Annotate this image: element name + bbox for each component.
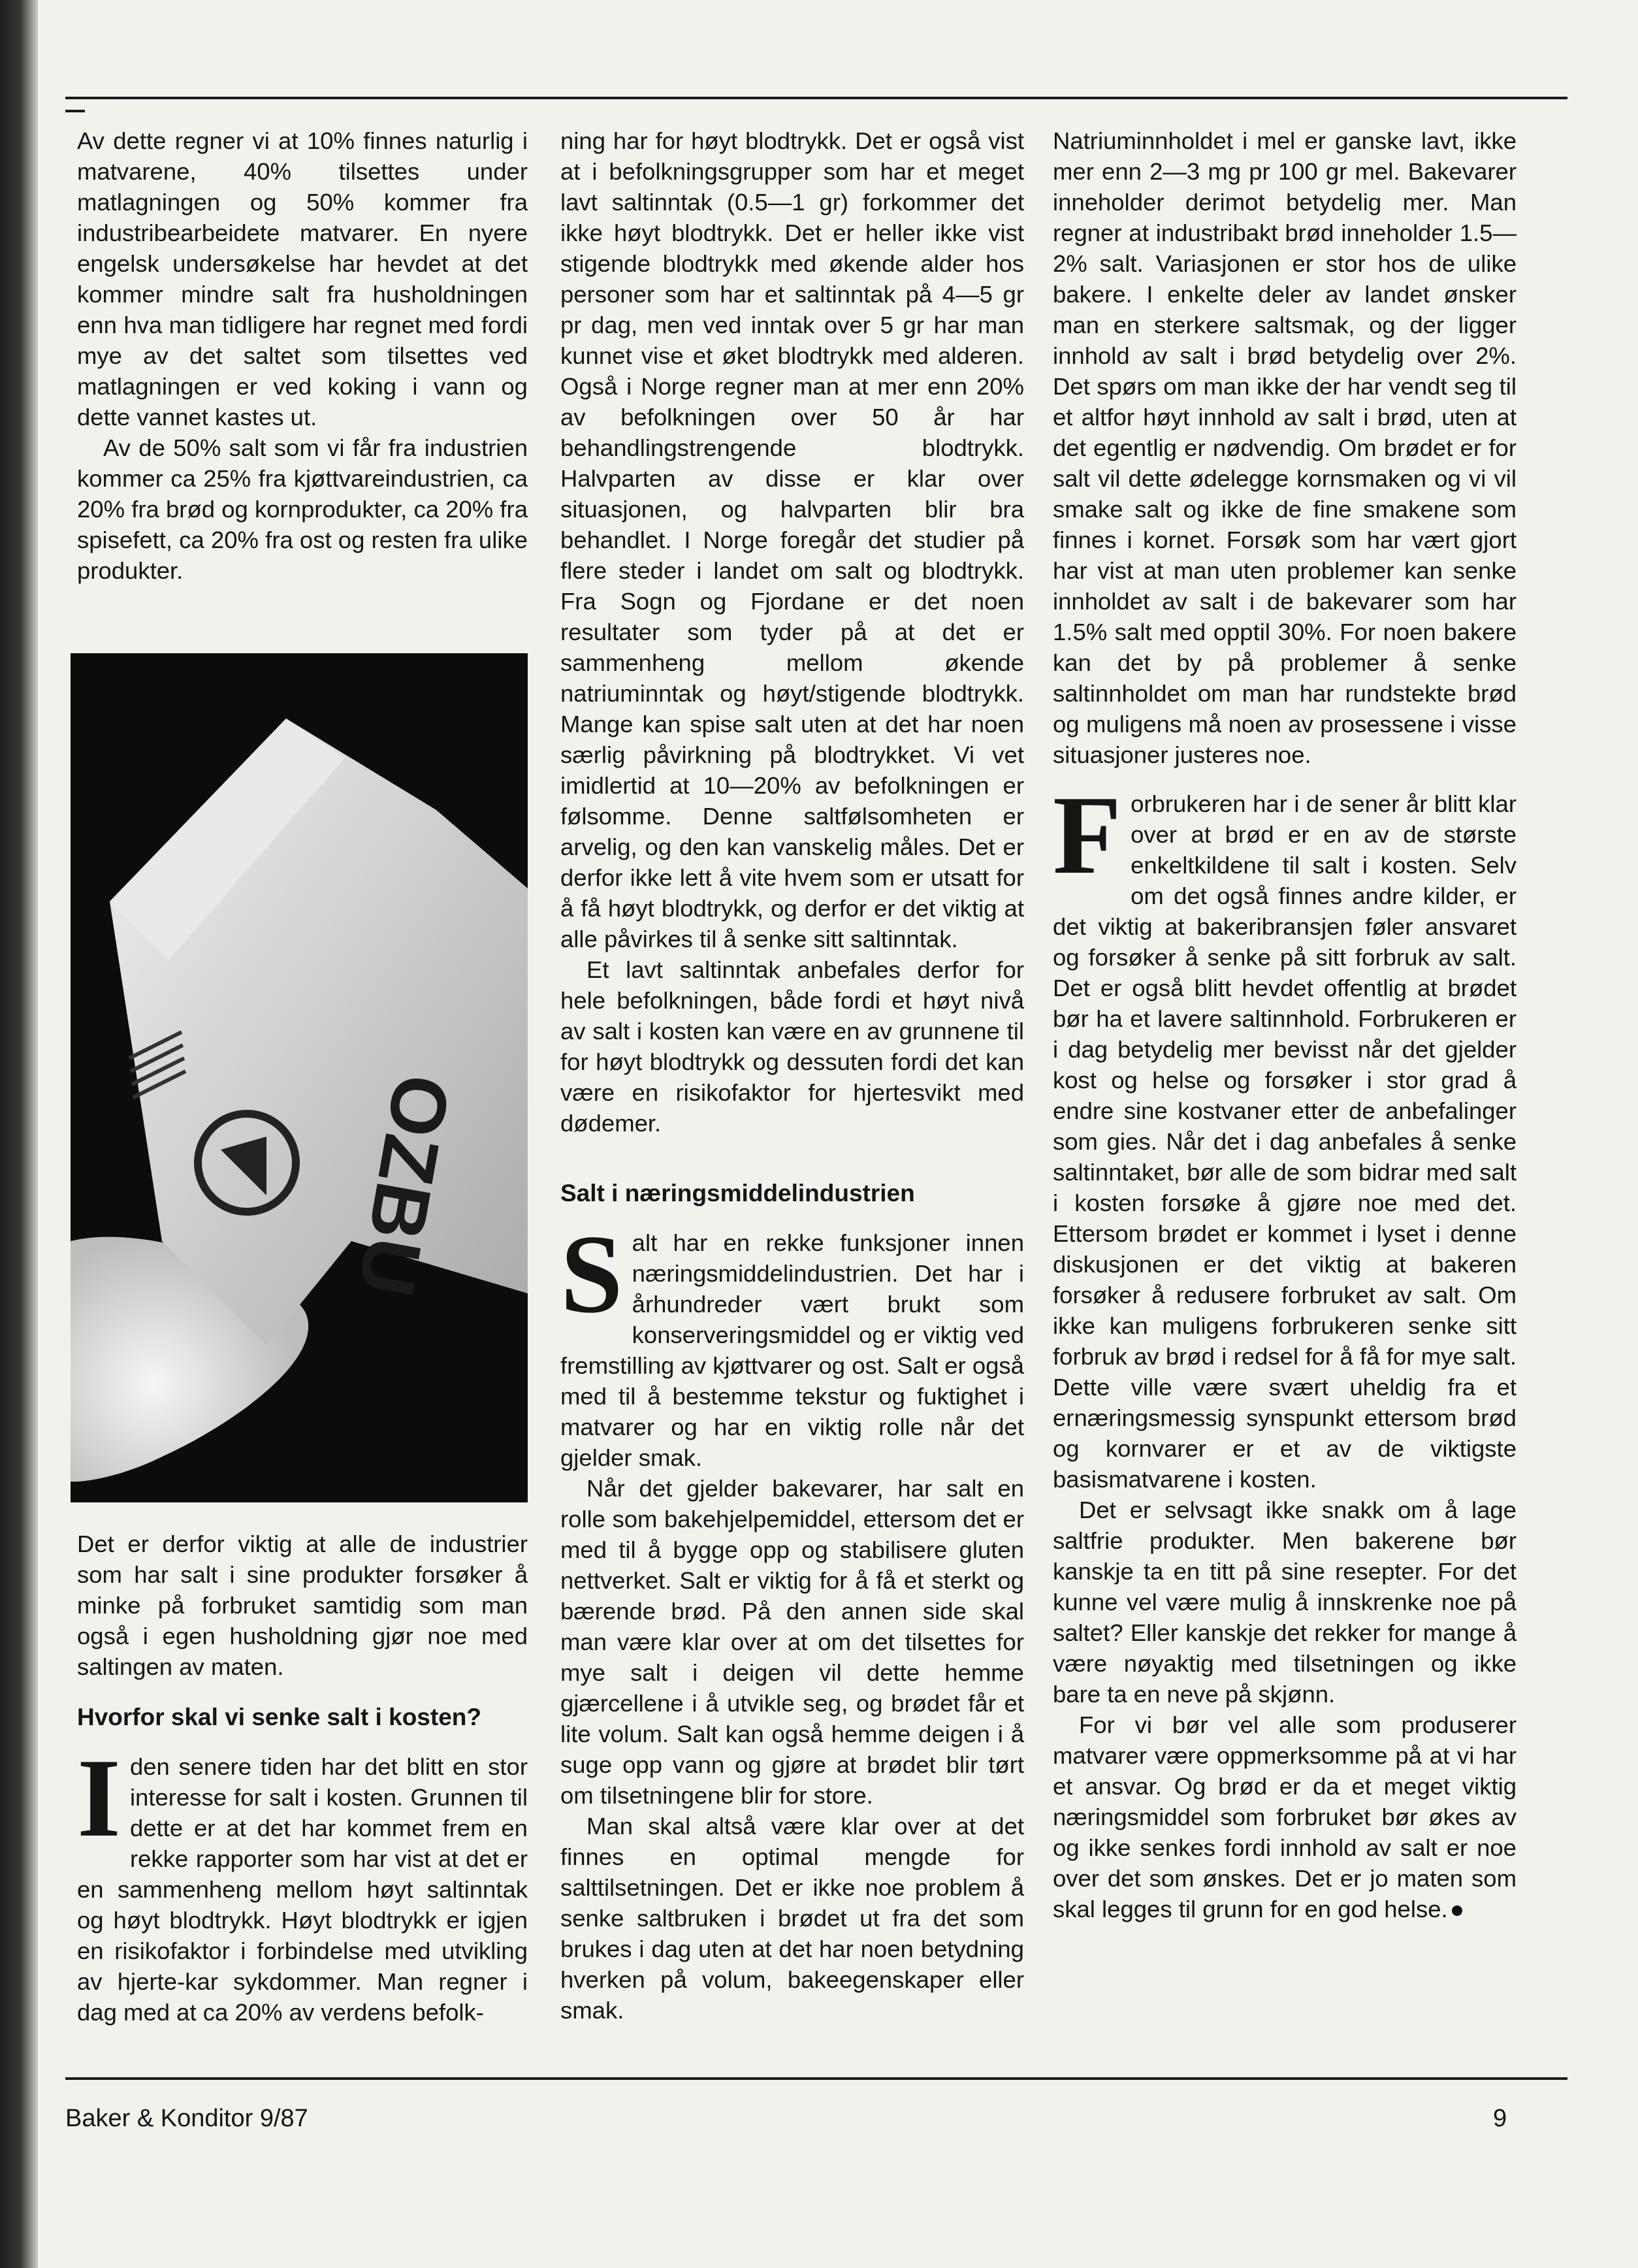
top-rule <box>65 97 1567 99</box>
page-number: 9 <box>1493 2105 1507 2132</box>
magazine-footer: Baker & Konditor 9/87 <box>65 2105 308 2132</box>
drop-cap: S <box>560 1212 623 1336</box>
paragraph: For vi bør vel alle som produserer matvarer være oppmerksomme på at vi har et ansvar. Og brød er da et meget viktig næringsmiddel som forbruket bør økes av og ikke senkes fordi innhold av salt er noe over det som ønskes. Det er jo maten som skal legges til grunn for en god helse. <box>1053 1711 1517 1922</box>
paragraph-with-dropcap: Iden senere tiden har det blitt en stor interesse for salt i kosten. Grunnen til dette er at det har kommet frem en rekke rapporter som har vist at det er en sammenheng mellom høyt saltinntak og høyt blodtrykk. Høyt blodtrykk er igjen en risikofaktor i forbindelse med utvikling av hjerte-kar sykdommer. Man regner i dag med at ca 20% av verdens befolk- <box>77 1736 528 2026</box>
package-lettering: OZBU <box>342 1068 467 1303</box>
paragraph-with-dropcap: Forbrukeren har i de sener år blitt klar over at brød er en av de største enkeltkildene til salt i kosten. Selv om det også finnes andre kilder, er det viktig at bakeribransjen føler ansvaret og forsøker å senke på sitt forbruk av salt. Det er også blitt hevdet offentlig at brødet bør ha et lavere saltinnhold. Forbrukeren er i dag betydelig mer bevisst når det gjelder kost og helse og forsøker i stor grad å endre sine kostvaner etter de anbefalinger som gies. Når det i dag anbefales å senke saltinntaket, bør alle de som bidrar med salt i kosten forsøke å gjøre noe med det. Ettersom brødet er kommet i lyset i denne diskusjonen er det viktig at bakeren forsøker å redusere forbruket av salt. Om ikke kan muligens forbrukeren senke sitt forbruk av brød i redsel for å få for mye salt. Dette ville være svært uheldig fra et ernæringsmessig synspunkt ettersom brød og kornvarer er et av de viktigste basismatvarene i kosten. <box>1053 773 1517 1493</box>
paragraph: ning har for høyt blodtrykk. Det er også vist at i befolkningsgrupper som har et meget lavt saltinntak (0.5—1 gr) forkommer det ikke høyt blodtrykk. Det er heller ikke vist stigende blodtrykk med økende alder hos personer som har et saltinntak på 4—5 gr pr dag, men ved inntak over 5 gr har man kunnet vise et øket blodtrykk med alderen. Også i Norge regner man at mer enn 20% av befolkningen over 50 år har behandlingstrengende blodtrykk. Halvparten av disse er klar over situasjonen, og halvparten blir bra behandlet. I Norge foregår det studier på flere steder i landet om salt og blodtrykk. Fra Sogn og Fjordane er det noen resultater som tyder på at det er sammenheng mellom økende natriuminntak og høyt/stigende blodtrykk. Mange kan spise salt uten at det har noen særlig påvirkning på blodtrykket. Vi vet imidlertid at 10—20% av befolkningen er følsomme. Denne saltfølsomheten er arvelig, og den kan vanskelig måles. Det er derfor ikke lett å vite hvem som er utsatt for å få høyt blodtrykk, og derfor er det viktig at alle påvirkes til å senke sitt saltinntak. <box>560 127 1024 952</box>
top-rule-tick <box>65 110 85 112</box>
paragraph: Natriuminnholdet i mel er ganske lavt, ikke mer enn 2—3 mg pr 100 gr mel. Bakevarer inneholder derimot betydelig mer. Man regner at industribakt brød inneholder 1.5—2% salt. Variasjonen er stor hos de ulike bakere. I enkelte deler av landet ønsker man en sterkere saltsmak, og der ligger innhold av salt i brød betydelig over 2%. Det spørs om man ikke der har vendt seg til et altfor høyt innhold av salt i brød, uten at det egentlig er nødvendig. Om brødet er for salt vil dette ødelegge kornsmaken og vi vil smake salt og ikke de fine smakene som finnes i kornet. Forsøk som har vært gjort har vist at man uten problemer kan senke innholdet av salt i de bakevarer som har 1.5% salt med opptil 30%. For noen bakere kan det by på problemer å senke saltinnholdet om man har rundstekte brød og muligens må noen av prosessene i visse situasjoner justeres noe. <box>1053 127 1517 768</box>
paragraph: Man skal altså være klar over at det finnes en optimal mengde for salttilsetningen. Det er ikke noe problem å senke saltbruken i brødet ut fra det som brukes i dag uten at det har noen betydning hverken på volum, bakeegenskaper eller smak. <box>560 1813 1024 2024</box>
bottom-rule <box>65 2077 1567 2080</box>
column-2 <box>560 125 1024 2026</box>
drop-cap: F <box>1053 773 1122 898</box>
column-1-continued <box>77 1529 528 2028</box>
column-3 <box>1053 125 1517 1924</box>
paragraph: Et lavt saltinntak anbefales derfor for hele befolkningen, både fordi et høyt nivå av salt i kosten kan være en av grunnene til for høyt blodtrykk og dessuten fordi det kan være en risikofaktor for hjertesvikt med dødemer. <box>560 956 1024 1137</box>
paragraph: Det er selvsagt ikke snakk om å lage saltfrie produkter. Men bakerene bør kanskje ta en titt på sine resepter. For det kunne vel være mulig å innskrenke noe på saltet? Eller kanskje det rekker for mange å være nøyaktig med tilsetningen og ikke bare ta en neve på skjønn. <box>1053 1497 1517 1708</box>
paragraph: Av de 50% salt som vi får fra industrien kommer ca 25% fra kjøttvareindustrien, ca 20% fra brød og kornprodukter, ca 20% fra spisefett, ca 20% fra ost og resten fra ulike produkter. <box>77 434 528 584</box>
salt-package-photo <box>71 653 528 1502</box>
page-binding-edge <box>0 0 38 2268</box>
subheading-salt-in-food-industry: Salt i næringsmiddelindustrien <box>560 1180 915 1207</box>
paragraph: Når det gjelder bakevarer, har salt en rolle som bakehjelpemiddel, ettersom det er med til å bygge opp og stabilisere gluten nettverket. Salt er viktig for å få et sterkt og bærende brød. På den annen side skal man være klar over at om det tilsettes for mye salt i deigen vil dette hemme gjærcellene i å utvikle seg, og brødet får et lite volum. Salt kan også hemme deigen i å suge opp vann og gjøre at brødet blir tørt om tilsetningene blir for store. <box>560 1475 1024 1809</box>
drop-cap: I <box>77 1736 121 1860</box>
paragraph-with-dropcap: Salt har en rekke funksjoner innen næringsmiddelindustrien. Det har i århundreder vært brukt som konserveringsmiddel og er viktig ved fremstilling av kjøttvarer og ost. Salt er også med til å bestemme tekstur og fuktighet i matvarer og har en viktig rolle når det gjelder smak. <box>560 1212 1024 1471</box>
paragraph: Det er derfor viktig at alle de industrier som har salt i sine produkter forsøker å minke på forbruket samtidig som man også i egen husholdning gjør noe med saltingen av maten. <box>77 1531 528 1680</box>
column-1-intro <box>77 125 528 586</box>
subheading-why-reduce-salt: Hvorfor skal vi senke salt i kosten? <box>77 1704 481 1730</box>
end-mark <box>1452 1905 1462 1916</box>
paragraph: Av dette regner vi at 10% finnes naturlig i matvarene, 40% tilsettes under matlagningen og 50% kommer fra industribearbeidete matvarer. En nyere engelsk undersøkelse har hevdet at det kommer mindre salt fra husholdningen enn hva man tidligere har regnet med fordi mye av det saltet som tilsettes ved matlagningen er ved koking i vann og dette vannet kastes ut. <box>77 127 528 430</box>
